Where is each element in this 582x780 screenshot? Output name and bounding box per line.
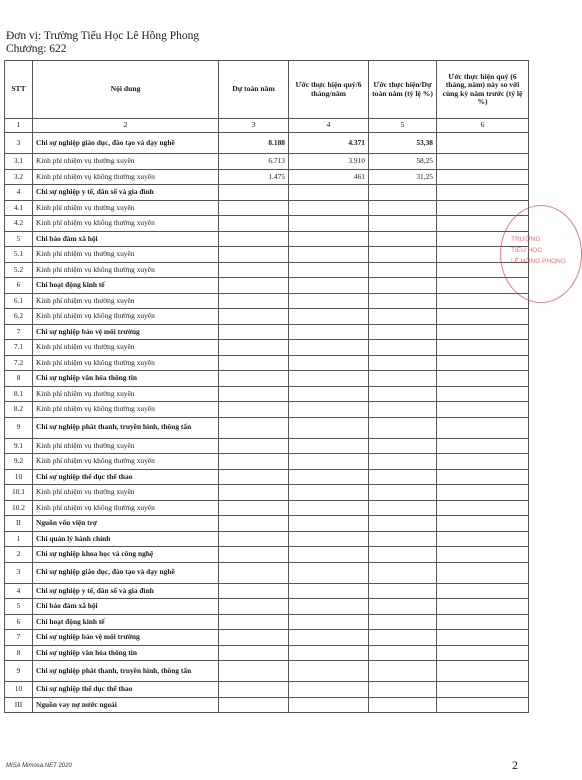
table-row bbox=[5, 516, 529, 532]
row-stt: 3.2 bbox=[5, 169, 33, 185]
row-content: Chi sự nghiệp phát thanh, truyền hình, thông tấn bbox=[33, 661, 219, 682]
row-budget bbox=[219, 309, 289, 325]
row-content: Chi bảo đảm xã hội bbox=[33, 231, 219, 247]
table-header-row bbox=[5, 61, 529, 119]
row-stt: III bbox=[5, 697, 33, 713]
row-stt: 8.2 bbox=[5, 402, 33, 418]
row-yoy bbox=[437, 630, 529, 646]
row-ratio bbox=[369, 278, 437, 294]
row-content: Chi sự nghiệp thể dục thể thao bbox=[33, 682, 219, 698]
row-budget bbox=[219, 547, 289, 563]
row-content: Chi sự nghiệp phát thanh, truyền hình, thông tấn bbox=[33, 417, 219, 438]
row-estimate bbox=[289, 562, 369, 583]
row-content: Chi hoạt động kinh tế bbox=[33, 614, 219, 630]
row-yoy bbox=[437, 169, 529, 185]
row-ratio bbox=[369, 500, 437, 516]
row-stt: II bbox=[5, 516, 33, 532]
table-row bbox=[5, 645, 529, 661]
row-budget bbox=[219, 454, 289, 470]
row-stt: 4.1 bbox=[5, 200, 33, 216]
unit-name: Đơn vị: Trường Tiểu Học Lê Hồng Phong bbox=[6, 30, 200, 42]
row-budget bbox=[219, 200, 289, 216]
row-estimate bbox=[289, 371, 369, 387]
row-budget bbox=[219, 531, 289, 547]
row-stt: 4 bbox=[5, 583, 33, 599]
row-stt: 5.1 bbox=[5, 247, 33, 263]
row-estimate bbox=[289, 309, 369, 325]
row-stt: 7 bbox=[5, 630, 33, 646]
col-index: 1 bbox=[5, 119, 33, 133]
row-ratio bbox=[369, 355, 437, 371]
col-header-estimate: Ước thực hiện quý/6 tháng/năm bbox=[289, 61, 369, 119]
row-ratio bbox=[369, 438, 437, 454]
row-yoy bbox=[437, 371, 529, 387]
row-stt: 8 bbox=[5, 645, 33, 661]
row-content: Chi sự nghiệp khoa học và công nghệ bbox=[33, 547, 219, 563]
row-yoy bbox=[437, 154, 529, 170]
table-row bbox=[5, 417, 529, 438]
row-ratio bbox=[369, 547, 437, 563]
col-header-content: Nội dung bbox=[33, 61, 219, 119]
table-row bbox=[5, 340, 529, 356]
row-budget bbox=[219, 500, 289, 516]
row-budget bbox=[219, 583, 289, 599]
row-content: Kinh phí nhiệm vụ không thường xuyên bbox=[33, 216, 219, 232]
row-ratio bbox=[369, 293, 437, 309]
row-stt: 6 bbox=[5, 614, 33, 630]
row-ratio bbox=[369, 402, 437, 418]
row-ratio bbox=[369, 185, 437, 201]
row-estimate bbox=[289, 661, 369, 682]
row-ratio bbox=[369, 697, 437, 713]
row-estimate bbox=[289, 469, 369, 485]
row-ratio bbox=[369, 247, 437, 263]
table-row bbox=[5, 599, 529, 615]
row-stt: 10 bbox=[5, 682, 33, 698]
row-budget bbox=[219, 386, 289, 402]
row-yoy bbox=[437, 417, 529, 438]
row-content: Chi sự nghiệp giáo dục, đào tạo và dạy nghề bbox=[33, 133, 219, 154]
row-ratio: 31,25 bbox=[369, 169, 437, 185]
row-yoy bbox=[437, 583, 529, 599]
row-stt: 9 bbox=[5, 661, 33, 682]
row-yoy bbox=[437, 309, 529, 325]
row-content: Chi sự nghiệp thể dục thể thao bbox=[33, 469, 219, 485]
row-estimate: 3.910 bbox=[289, 154, 369, 170]
row-estimate bbox=[289, 185, 369, 201]
row-ratio bbox=[369, 262, 437, 278]
row-yoy bbox=[437, 454, 529, 470]
row-content: Kinh phí nhiệm vụ thường xuyên bbox=[33, 200, 219, 216]
row-budget: 1.475 bbox=[219, 169, 289, 185]
row-estimate bbox=[289, 547, 369, 563]
row-estimate bbox=[289, 402, 369, 418]
row-budget bbox=[219, 630, 289, 646]
table-row bbox=[5, 485, 529, 501]
row-yoy bbox=[437, 293, 529, 309]
row-ratio bbox=[369, 216, 437, 232]
row-yoy bbox=[437, 547, 529, 563]
row-ratio bbox=[369, 454, 437, 470]
table-row bbox=[5, 200, 529, 216]
row-budget bbox=[219, 293, 289, 309]
software-footer: MISA Mimosa.NET 2020 bbox=[6, 763, 72, 769]
table-row bbox=[5, 531, 529, 547]
table-row bbox=[5, 562, 529, 583]
row-yoy bbox=[437, 697, 529, 713]
table-row bbox=[5, 469, 529, 485]
row-yoy bbox=[437, 645, 529, 661]
chapter-code: Chương: 622 bbox=[6, 43, 67, 55]
row-budget bbox=[219, 697, 289, 713]
row-budget bbox=[219, 216, 289, 232]
row-budget bbox=[219, 340, 289, 356]
row-budget bbox=[219, 645, 289, 661]
row-budget bbox=[219, 438, 289, 454]
row-yoy bbox=[437, 599, 529, 615]
row-ratio: 58,25 bbox=[369, 154, 437, 170]
table-row bbox=[5, 547, 529, 563]
table-row bbox=[5, 583, 529, 599]
row-stt: 5.2 bbox=[5, 262, 33, 278]
row-budget bbox=[219, 371, 289, 387]
row-ratio bbox=[369, 231, 437, 247]
table-row bbox=[5, 216, 529, 232]
row-budget: 6.713 bbox=[219, 154, 289, 170]
row-estimate: 461 bbox=[289, 169, 369, 185]
row-stt: 8 bbox=[5, 371, 33, 387]
row-ratio: 53,38 bbox=[369, 133, 437, 154]
row-budget bbox=[219, 417, 289, 438]
table-row bbox=[5, 630, 529, 646]
row-estimate bbox=[289, 599, 369, 615]
row-content: Chi sự nghiệp văn hóa thông tin bbox=[33, 371, 219, 387]
row-content: Kinh phí nhiệm vụ thường xuyên bbox=[33, 247, 219, 263]
row-budget bbox=[219, 324, 289, 340]
row-ratio bbox=[369, 386, 437, 402]
row-content: Kinh phí nhiệm vụ không thường xuyên bbox=[33, 309, 219, 325]
row-content: Kinh phí nhiệm vụ thường xuyên bbox=[33, 386, 219, 402]
col-header-ratio: Ước thực hiện/Dự toán năm (tỷ lệ %) bbox=[369, 61, 437, 119]
row-estimate bbox=[289, 531, 369, 547]
row-yoy bbox=[437, 324, 529, 340]
row-stt: 9.1 bbox=[5, 438, 33, 454]
row-yoy bbox=[437, 386, 529, 402]
row-stt: 3 bbox=[5, 562, 33, 583]
row-budget bbox=[219, 247, 289, 263]
row-budget bbox=[219, 661, 289, 682]
row-estimate bbox=[289, 293, 369, 309]
row-budget bbox=[219, 402, 289, 418]
row-content: Kinh phí nhiệm vụ thường xuyên bbox=[33, 438, 219, 454]
table-row bbox=[5, 231, 529, 247]
page-number: 2 bbox=[512, 758, 518, 772]
row-stt: 6 bbox=[5, 278, 33, 294]
row-content: Kinh phí nhiệm vụ thường xuyên bbox=[33, 485, 219, 501]
row-budget bbox=[219, 355, 289, 371]
row-content: Chi bảo đảm xã hội bbox=[33, 599, 219, 615]
row-yoy bbox=[437, 438, 529, 454]
row-estimate bbox=[289, 454, 369, 470]
row-estimate bbox=[289, 438, 369, 454]
table-row bbox=[5, 169, 529, 185]
table-row bbox=[5, 371, 529, 387]
row-ratio bbox=[369, 309, 437, 325]
row-budget bbox=[219, 231, 289, 247]
row-ratio bbox=[369, 614, 437, 630]
row-estimate bbox=[289, 630, 369, 646]
stamp-line: TIỂU HỌC bbox=[511, 247, 543, 254]
row-ratio bbox=[369, 630, 437, 646]
budget-report-table bbox=[4, 60, 529, 713]
row-yoy bbox=[437, 485, 529, 501]
row-yoy bbox=[437, 402, 529, 418]
row-content: Chi quản lý hành chính bbox=[33, 531, 219, 547]
row-ratio bbox=[369, 371, 437, 387]
row-content: Kinh phí nhiệm vụ thường xuyên bbox=[33, 340, 219, 356]
row-content: Kinh phí nhiệm vụ không thường xuyên bbox=[33, 355, 219, 371]
table-row bbox=[5, 500, 529, 516]
row-stt: 2 bbox=[5, 547, 33, 563]
table-row bbox=[5, 154, 529, 170]
table-row bbox=[5, 614, 529, 630]
row-stt: 5 bbox=[5, 231, 33, 247]
row-estimate bbox=[289, 516, 369, 532]
col-index: 6 bbox=[437, 119, 529, 133]
table-row bbox=[5, 278, 529, 294]
row-estimate bbox=[289, 231, 369, 247]
row-yoy bbox=[437, 340, 529, 356]
row-budget bbox=[219, 599, 289, 615]
row-budget: 8.188 bbox=[219, 133, 289, 154]
col-index: 4 bbox=[289, 119, 369, 133]
row-budget bbox=[219, 682, 289, 698]
table-row bbox=[5, 682, 529, 698]
table-row bbox=[5, 402, 529, 418]
row-yoy bbox=[437, 562, 529, 583]
row-budget bbox=[219, 485, 289, 501]
row-stt: 1 bbox=[5, 531, 33, 547]
row-content: Chi sự nghiệp văn hóa thông tin bbox=[33, 645, 219, 661]
row-estimate bbox=[289, 614, 369, 630]
row-ratio bbox=[369, 531, 437, 547]
stamp-line: TRƯỜNG bbox=[511, 236, 541, 243]
row-ratio bbox=[369, 645, 437, 661]
row-content: Nguồn vay nợ nước ngoài bbox=[33, 697, 219, 713]
row-yoy bbox=[437, 133, 529, 154]
row-content: Chi sự nghiệp bảo vệ môi trường bbox=[33, 630, 219, 646]
row-estimate bbox=[289, 340, 369, 356]
row-stt: 4 bbox=[5, 185, 33, 201]
row-content: Chi hoạt động kinh tế bbox=[33, 278, 219, 294]
row-estimate bbox=[289, 500, 369, 516]
row-content: Kinh phí nhiệm vụ không thường xuyên bbox=[33, 454, 219, 470]
row-budget bbox=[219, 278, 289, 294]
table-row bbox=[5, 247, 529, 263]
table-row bbox=[5, 185, 529, 201]
row-estimate bbox=[289, 278, 369, 294]
row-yoy bbox=[437, 682, 529, 698]
row-estimate bbox=[289, 262, 369, 278]
row-yoy bbox=[437, 500, 529, 516]
row-ratio bbox=[369, 469, 437, 485]
document-header bbox=[6, 30, 199, 56]
row-ratio bbox=[369, 599, 437, 615]
col-header-stt: STT bbox=[5, 61, 33, 119]
row-content: Kinh phí nhiệm vụ không thường xuyên bbox=[33, 402, 219, 418]
row-ratio bbox=[369, 562, 437, 583]
row-ratio bbox=[369, 516, 437, 532]
row-estimate bbox=[289, 216, 369, 232]
row-ratio bbox=[369, 340, 437, 356]
table-row bbox=[5, 438, 529, 454]
row-budget bbox=[219, 262, 289, 278]
row-ratio bbox=[369, 200, 437, 216]
row-stt: 7 bbox=[5, 324, 33, 340]
row-estimate bbox=[289, 247, 369, 263]
row-estimate bbox=[289, 682, 369, 698]
col-header-yoy: Ước thực hiện quý (6 tháng, năm) này so với cùng kỳ năm trước (tỷ lệ %) bbox=[437, 61, 529, 119]
table-row bbox=[5, 293, 529, 309]
table-row bbox=[5, 661, 529, 682]
col-index: 5 bbox=[369, 119, 437, 133]
row-ratio bbox=[369, 661, 437, 682]
row-yoy bbox=[437, 185, 529, 201]
row-yoy bbox=[437, 355, 529, 371]
row-stt: 7.2 bbox=[5, 355, 33, 371]
row-budget bbox=[219, 614, 289, 630]
row-ratio bbox=[369, 682, 437, 698]
row-content: Kinh phí nhiệm vụ không thường xuyên bbox=[33, 169, 219, 185]
row-budget bbox=[219, 562, 289, 583]
row-yoy bbox=[437, 516, 529, 532]
table-row bbox=[5, 262, 529, 278]
row-ratio bbox=[369, 417, 437, 438]
row-yoy bbox=[437, 531, 529, 547]
row-content: Nguồn vốn viện trợ bbox=[33, 516, 219, 532]
row-stt: 3 bbox=[5, 133, 33, 154]
row-content: Kinh phí nhiệm vụ không thường xuyên bbox=[33, 500, 219, 516]
col-header-budget: Dự toán năm bbox=[219, 61, 289, 119]
row-budget bbox=[219, 185, 289, 201]
row-estimate bbox=[289, 645, 369, 661]
row-stt: 10.1 bbox=[5, 485, 33, 501]
row-estimate bbox=[289, 200, 369, 216]
table-row bbox=[5, 355, 529, 371]
row-estimate bbox=[289, 485, 369, 501]
table-row bbox=[5, 309, 529, 325]
row-yoy bbox=[437, 200, 529, 216]
row-content: Chi sự nghiệp y tế, dân số và gia đình bbox=[33, 583, 219, 599]
row-estimate bbox=[289, 697, 369, 713]
row-content: Kinh phí nhiệm vụ không thường xuyên bbox=[33, 262, 219, 278]
table-row bbox=[5, 386, 529, 402]
row-ratio bbox=[369, 324, 437, 340]
table-row bbox=[5, 697, 529, 713]
row-stt: 8.1 bbox=[5, 386, 33, 402]
row-estimate: 4.371 bbox=[289, 133, 369, 154]
row-estimate bbox=[289, 417, 369, 438]
row-estimate bbox=[289, 355, 369, 371]
row-stt: 4.2 bbox=[5, 216, 33, 232]
row-content: Chi sự nghiệp giáo dục, đào tạo và dạy nghề bbox=[33, 562, 219, 583]
row-ratio bbox=[369, 583, 437, 599]
table-row bbox=[5, 324, 529, 340]
column-index-row bbox=[5, 119, 529, 133]
row-ratio bbox=[369, 485, 437, 501]
stamp-line: LÊ HỒNG PHONG bbox=[511, 258, 566, 265]
row-content: Kinh phí nhiệm vụ thường xuyên bbox=[33, 293, 219, 309]
row-budget bbox=[219, 469, 289, 485]
table-row bbox=[5, 454, 529, 470]
row-yoy bbox=[437, 661, 529, 682]
row-stt: 6.1 bbox=[5, 293, 33, 309]
row-estimate bbox=[289, 386, 369, 402]
row-estimate bbox=[289, 324, 369, 340]
row-stt: 10 bbox=[5, 469, 33, 485]
row-stt: 9 bbox=[5, 417, 33, 438]
row-content: Kinh phí nhiệm vụ thường xuyên bbox=[33, 154, 219, 170]
row-estimate bbox=[289, 583, 369, 599]
col-index: 3 bbox=[219, 119, 289, 133]
col-index: 2 bbox=[33, 119, 219, 133]
row-stt: 10.2 bbox=[5, 500, 33, 516]
row-stt: 6.2 bbox=[5, 309, 33, 325]
row-stt: 7.1 bbox=[5, 340, 33, 356]
row-stt: 9.2 bbox=[5, 454, 33, 470]
row-yoy bbox=[437, 469, 529, 485]
row-stt: 3.1 bbox=[5, 154, 33, 170]
row-yoy bbox=[437, 614, 529, 630]
row-content: Chi sự nghiệp bảo vệ môi trường bbox=[33, 324, 219, 340]
row-stt: 5 bbox=[5, 599, 33, 615]
table-row bbox=[5, 133, 529, 154]
row-content: Chi sự nghiệp y tế, dân số và gia đình bbox=[33, 185, 219, 201]
red-school-stamp bbox=[500, 205, 582, 303]
row-budget bbox=[219, 516, 289, 532]
